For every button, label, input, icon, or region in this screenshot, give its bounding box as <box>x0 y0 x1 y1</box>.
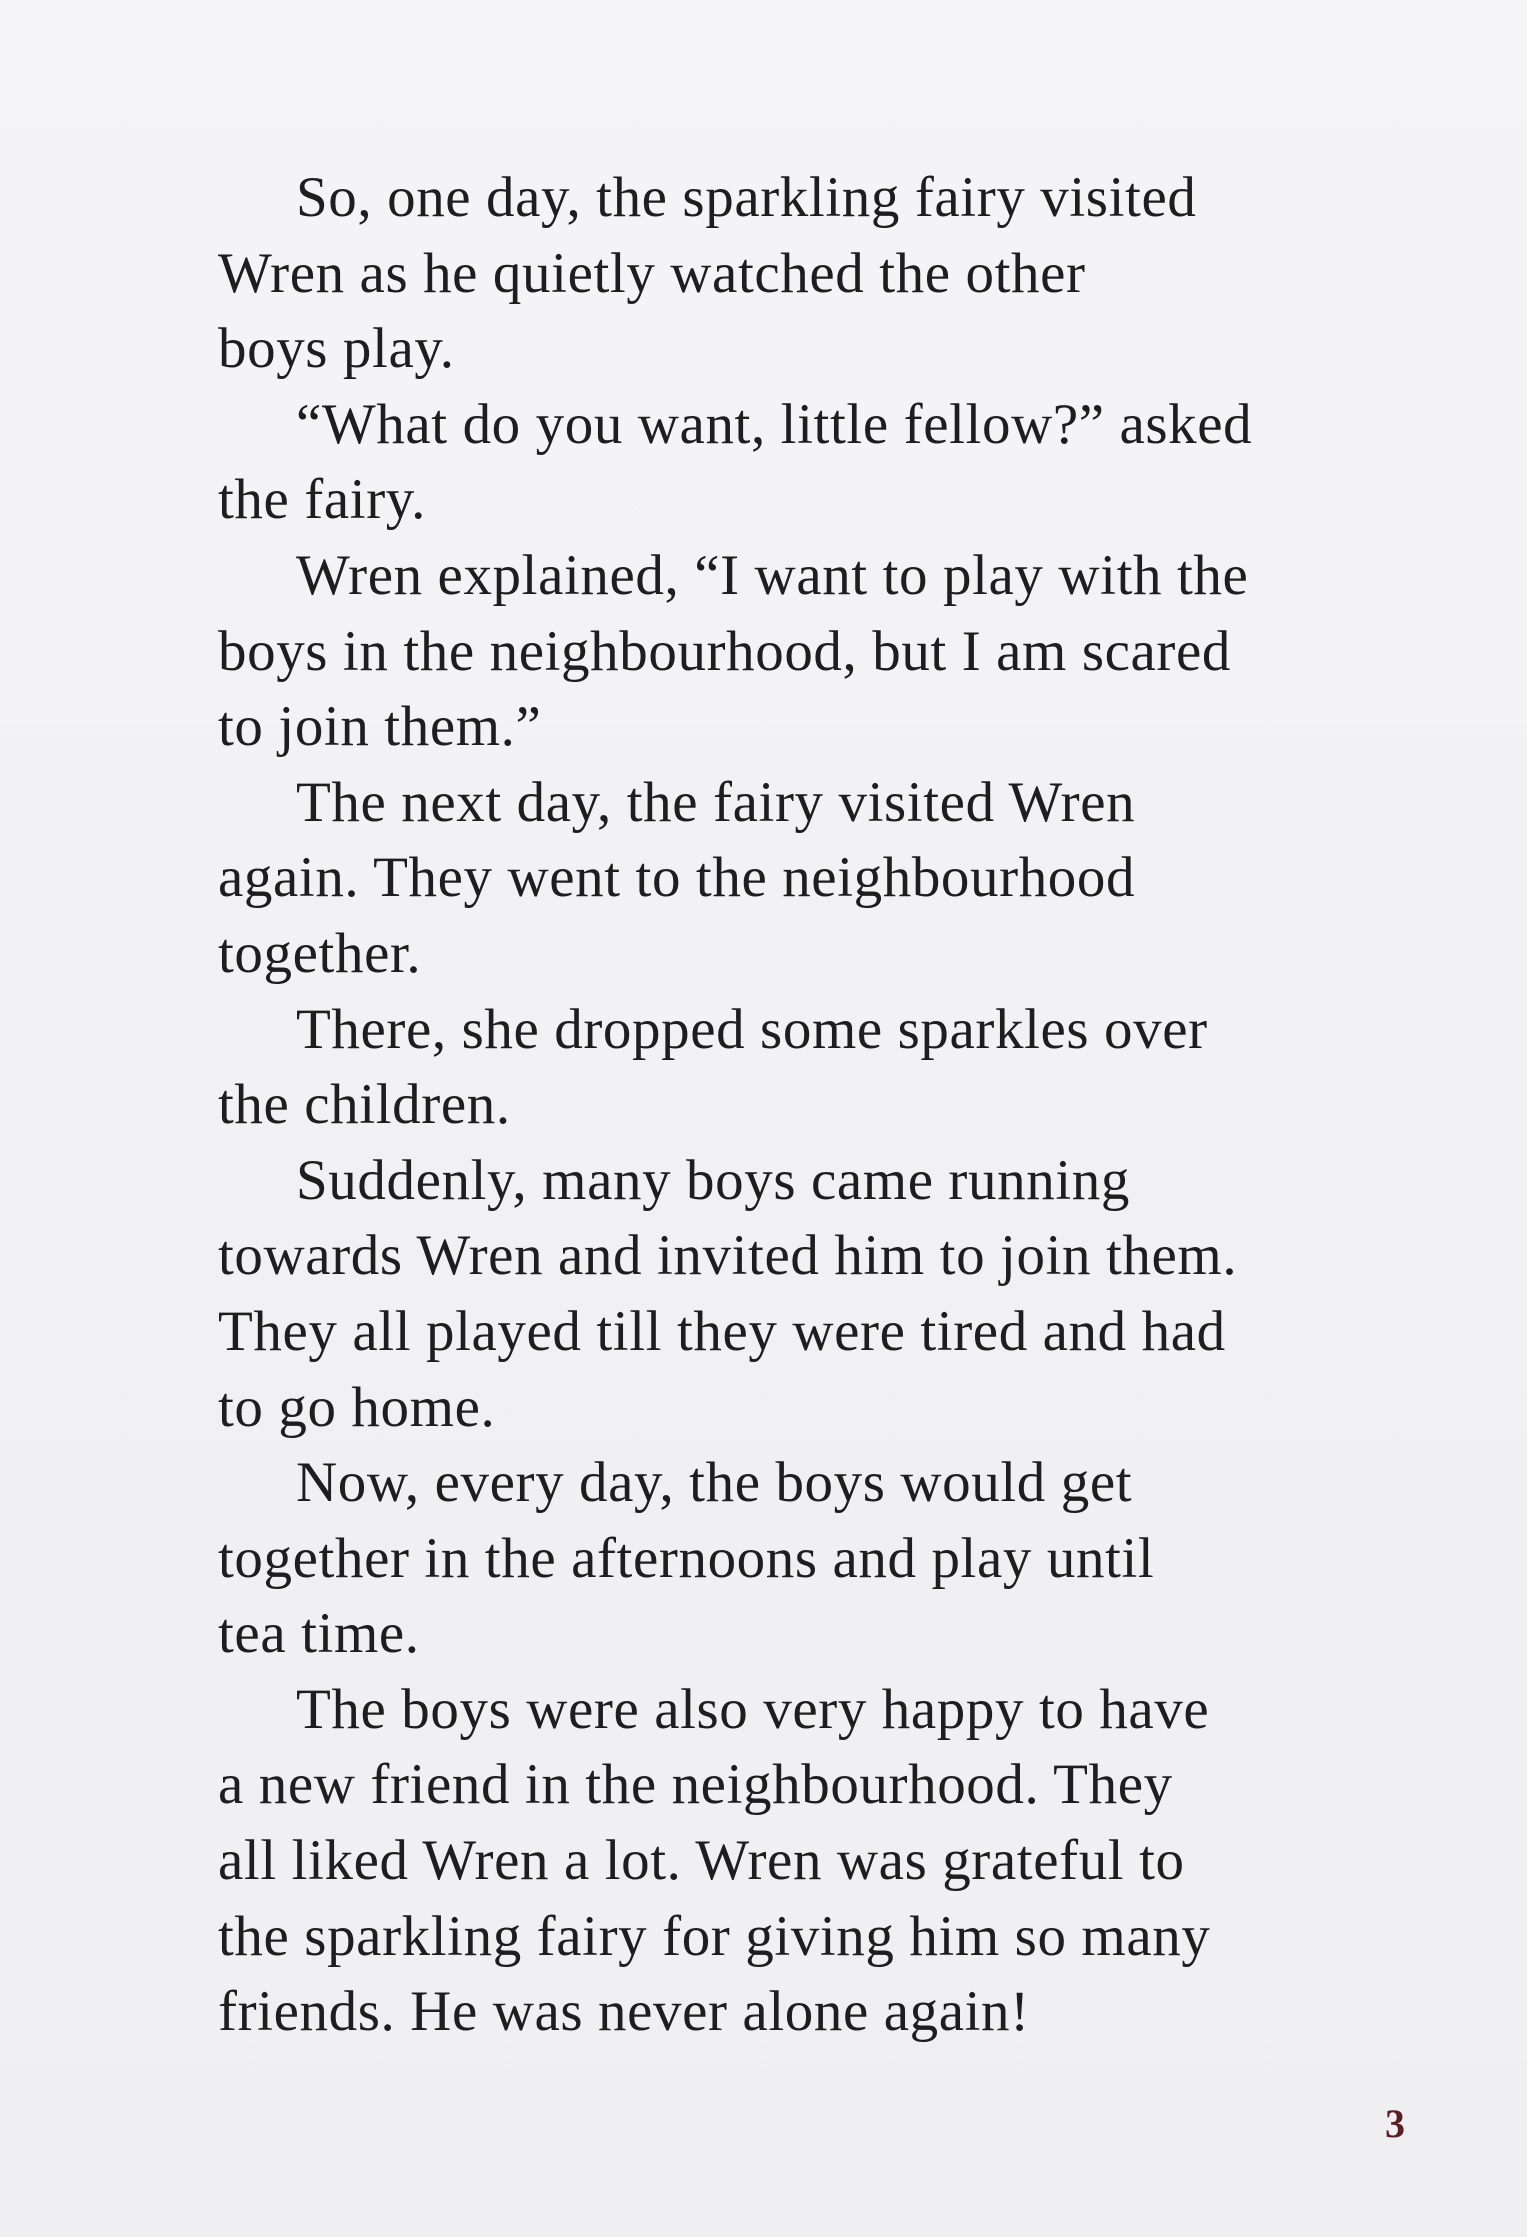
story-text <box>218 160 1368 2050</box>
text-line: a new friend in the neighbourhood. They <box>218 1753 1173 1817</box>
text-line: together in the afternoons and play until <box>218 1526 1155 1590</box>
text-line: The boys were also very happy to have <box>296 1677 1210 1741</box>
text-line: towards Wren and invited him to join them. <box>218 1224 1238 1288</box>
text-line: tea time. <box>218 1602 420 1666</box>
text-line: There, she dropped some sparkles over <box>296 997 1208 1061</box>
text-line: boys in the neighbourhood, but I am scared <box>218 619 1231 683</box>
text-line: The next day, the fairy visited Wren <box>296 770 1136 834</box>
text-line: to go home. <box>218 1375 496 1439</box>
text-line: the children. <box>218 1073 511 1137</box>
page-number: 3 <box>1385 2101 1405 2146</box>
text-line: to join them.” <box>218 695 542 759</box>
text-line: They all played till they were tired and had <box>218 1299 1226 1363</box>
text-line: all liked Wren a lot. Wren was grateful to <box>218 1829 1185 1893</box>
text-line: Wren explained, “I want to play with the <box>296 543 1249 607</box>
text-line: together. <box>218 921 422 985</box>
text-line: Wren as he quietly watched the other <box>218 241 1086 305</box>
text-line: “What do you want, little fellow?” asked <box>296 392 1253 456</box>
text-line: So, one day, the sparkling fairy visited <box>296 166 1197 229</box>
text-line: Suddenly, many boys came running <box>296 1148 1130 1212</box>
text-line: the fairy. <box>218 468 427 532</box>
text-line: again. They went to the neighbourhood <box>218 846 1136 910</box>
text-line: the sparkling fairy for giving him so many <box>218 1904 1211 1968</box>
text-line: boys play. <box>218 317 455 381</box>
text-line: Now, every day, the boys would get <box>296 1451 1133 1515</box>
text-line: friends. He was never alone again! <box>218 1980 1030 2044</box>
